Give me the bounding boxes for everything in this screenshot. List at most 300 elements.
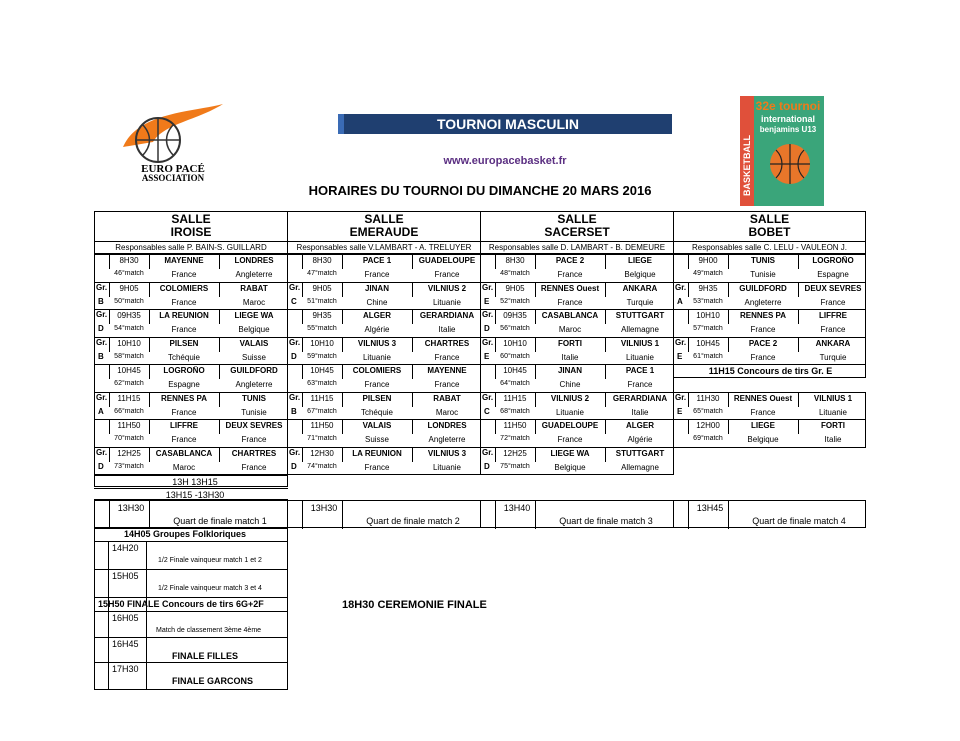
match-number: 54°match bbox=[114, 325, 144, 332]
team-2: LIEGE WA bbox=[234, 311, 274, 320]
website-url[interactable]: www.europacebasket.fr bbox=[443, 155, 567, 167]
team-2: GUILDFORD bbox=[230, 366, 278, 375]
divider bbox=[342, 255, 343, 269]
quarter-label: Quart de finale match 4 bbox=[752, 516, 846, 526]
match-time: 8H30 bbox=[312, 256, 332, 265]
match-number: 50°match bbox=[114, 297, 144, 305]
match-number: 71°match bbox=[307, 435, 337, 442]
divider bbox=[302, 501, 303, 529]
divider bbox=[342, 310, 343, 324]
match-block bbox=[287, 337, 481, 366]
divider bbox=[146, 541, 147, 690]
team-2-country: Angleterre bbox=[428, 435, 466, 444]
divider bbox=[535, 448, 536, 462]
match-time: 11H30 bbox=[696, 393, 720, 403]
divider bbox=[412, 393, 413, 407]
group-prefix: Gr. bbox=[675, 282, 687, 292]
divider bbox=[109, 338, 110, 352]
divider bbox=[798, 420, 799, 434]
divider bbox=[798, 283, 799, 297]
divider bbox=[798, 255, 799, 269]
quarter-time: 13H45 bbox=[696, 503, 724, 513]
divider bbox=[688, 420, 689, 434]
match-block bbox=[94, 254, 288, 283]
ceremony-label: 18H30 CEREMONIE FINALE bbox=[342, 599, 487, 611]
divider bbox=[535, 365, 536, 379]
divider bbox=[94, 637, 288, 638]
group-prefix: Gr. bbox=[289, 282, 301, 292]
divider bbox=[219, 255, 220, 269]
divider bbox=[798, 393, 799, 407]
divider bbox=[605, 338, 606, 352]
match-block bbox=[94, 419, 288, 448]
match-number: 46°match bbox=[114, 270, 144, 277]
team-2-country: Turquie bbox=[819, 352, 847, 362]
group-letter: D bbox=[484, 324, 490, 333]
team-2-country: Maroc bbox=[435, 407, 459, 417]
team-1: VILNIUS 2 bbox=[550, 393, 590, 403]
group-prefix: Gr. bbox=[96, 310, 108, 319]
team-2-country: Algérie bbox=[627, 435, 653, 444]
team-2-country: Suisse bbox=[241, 352, 266, 362]
hall-name: BOBET bbox=[748, 225, 791, 239]
match-block bbox=[673, 282, 866, 311]
team-2: GERARDIANA bbox=[612, 393, 668, 403]
group-letter: D bbox=[291, 351, 297, 361]
divider bbox=[109, 393, 110, 407]
divider bbox=[94, 541, 288, 542]
divider bbox=[109, 255, 110, 269]
divider bbox=[495, 365, 496, 379]
group-letter: E bbox=[484, 296, 490, 306]
match-number: 51°match bbox=[307, 297, 337, 305]
divider bbox=[728, 310, 729, 324]
group-letter: B bbox=[291, 406, 297, 416]
team-1: LA REUNION bbox=[352, 448, 402, 458]
team-1: PILSEN bbox=[362, 393, 392, 403]
team-2: LIEGE bbox=[627, 256, 652, 265]
team-1-country: France bbox=[364, 270, 390, 279]
divider bbox=[535, 420, 536, 434]
team-1-country: Maroc bbox=[558, 325, 582, 334]
match-number: 69°match bbox=[693, 435, 723, 442]
hall-responsables: Responsables salle C. LELU - VAULEON J. bbox=[674, 241, 865, 253]
lunch-row-2 bbox=[94, 488, 288, 500]
divider bbox=[109, 310, 110, 324]
group-letter: E bbox=[677, 406, 683, 416]
finale-filles-time: 16H45 bbox=[112, 639, 139, 649]
match-number: 62°match bbox=[114, 380, 144, 387]
team-2-country: Turquie bbox=[626, 297, 654, 307]
match-number: 53°match bbox=[693, 297, 723, 305]
divider bbox=[495, 501, 496, 529]
match-time: 10H45 bbox=[117, 366, 141, 375]
match-number: 55°match bbox=[307, 325, 337, 332]
team-1: RENNES Ouest bbox=[540, 283, 600, 293]
match-block bbox=[287, 419, 481, 448]
team-2-country: Belgique bbox=[624, 270, 656, 279]
divider bbox=[688, 338, 689, 352]
divider bbox=[342, 338, 343, 352]
team-2-country: Italie bbox=[631, 407, 649, 417]
match-number: 56°match bbox=[500, 325, 530, 332]
divider bbox=[495, 420, 496, 434]
team-1-country: France bbox=[557, 435, 583, 444]
match-block bbox=[287, 282, 481, 311]
divider bbox=[219, 420, 220, 434]
team-2: ANKARA bbox=[622, 283, 658, 293]
team-2: DEUX SEVRES bbox=[225, 421, 283, 430]
team-1-country: France bbox=[557, 270, 583, 279]
divider bbox=[302, 310, 303, 324]
team-1-country: Belgique bbox=[747, 435, 779, 444]
divider bbox=[109, 448, 110, 462]
divider bbox=[412, 255, 413, 269]
match-time: 9H05 bbox=[312, 283, 332, 293]
match-time: 10H45 bbox=[310, 366, 334, 375]
divider bbox=[412, 420, 413, 434]
divider bbox=[728, 283, 729, 297]
team-1: GUADELOUPE bbox=[541, 421, 599, 430]
sf2-label: 1/2 Finale vainqueur match 3 et 4 bbox=[158, 585, 262, 592]
match-number: 73°match bbox=[114, 462, 144, 470]
match-block bbox=[480, 392, 674, 421]
match-time: 11H15 bbox=[310, 393, 334, 403]
match-time: 9H35 bbox=[698, 283, 718, 293]
match-block bbox=[673, 337, 866, 366]
divider bbox=[149, 255, 150, 269]
quarter-time: 13H40 bbox=[503, 503, 531, 513]
team-1: PACE 2 bbox=[748, 338, 778, 348]
team-2-country: France bbox=[627, 380, 653, 389]
divider bbox=[219, 393, 220, 407]
team-2: TUNIS bbox=[242, 393, 266, 403]
match-number: 72°match bbox=[500, 435, 530, 442]
group-letter: E bbox=[677, 351, 683, 361]
divider bbox=[149, 501, 150, 529]
match-number: 47°match bbox=[307, 270, 337, 277]
divider bbox=[412, 448, 413, 462]
team-1: LIEGE bbox=[750, 421, 775, 430]
match-time: 11H50 bbox=[503, 421, 527, 430]
team-1-country: Italie bbox=[561, 352, 579, 362]
divider bbox=[535, 501, 536, 529]
quarter-time: 13H30 bbox=[117, 503, 145, 513]
team-1-country: France bbox=[364, 380, 390, 389]
match-time: 11H50 bbox=[310, 421, 334, 430]
group-prefix: Gr. bbox=[482, 337, 494, 347]
hall-label: SALLE bbox=[749, 212, 790, 226]
concours-final-label: 15H50 FINALE Concours de tirs 6G+2F bbox=[98, 599, 264, 609]
divider bbox=[219, 283, 220, 297]
team-1-country: Chine bbox=[559, 380, 581, 389]
hall-label: SALLE bbox=[171, 212, 211, 226]
match-block bbox=[480, 254, 674, 283]
group-letter: A bbox=[677, 296, 683, 306]
match-time: 09H35 bbox=[117, 311, 141, 320]
quarter-final-block bbox=[94, 500, 288, 528]
divider bbox=[688, 310, 689, 324]
match-block bbox=[94, 282, 288, 311]
team-2-country: France bbox=[434, 380, 460, 389]
team-2: ALGER bbox=[626, 421, 654, 430]
team-2-country: Angleterre bbox=[235, 270, 273, 279]
divider bbox=[109, 365, 110, 379]
hall-responsables: Responsables salle D. LAMBART - B. DEMEURE bbox=[481, 241, 673, 253]
quarter-final-block bbox=[480, 500, 674, 528]
divider bbox=[342, 393, 343, 407]
divider bbox=[302, 448, 303, 462]
hall-name: SACERSET bbox=[544, 225, 610, 239]
team-2-country: Belgique bbox=[238, 325, 270, 334]
divider bbox=[728, 501, 729, 529]
group-letter: B bbox=[98, 296, 104, 306]
team-2: GUADELOUPE bbox=[418, 256, 476, 265]
sf1-time: 14H20 bbox=[112, 543, 139, 553]
team-1: LIFFRE bbox=[170, 421, 198, 430]
hall-header-bobet bbox=[673, 211, 866, 254]
match-time: 10H45 bbox=[696, 338, 720, 348]
team-2: LONDRES bbox=[427, 421, 467, 430]
divider bbox=[605, 393, 606, 407]
match-time: 9H05 bbox=[505, 283, 525, 293]
group-prefix: Gr. bbox=[482, 282, 494, 292]
divider bbox=[728, 420, 729, 434]
divider bbox=[728, 255, 729, 269]
divider bbox=[495, 283, 496, 297]
classement-label: Match de classement 3ème 4ème bbox=[156, 627, 262, 634]
team-2: FORTI bbox=[821, 421, 845, 430]
match-number: 52°match bbox=[500, 297, 530, 305]
hall-name: EMERAUDE bbox=[349, 225, 419, 239]
hall-header-emeraude bbox=[287, 211, 481, 254]
divider bbox=[342, 283, 343, 297]
divider bbox=[495, 448, 496, 462]
divider bbox=[108, 541, 109, 690]
divider bbox=[94, 597, 288, 598]
group-letter: C bbox=[484, 406, 490, 416]
classement-time: 16H05 bbox=[112, 613, 139, 623]
team-1-country: Algérie bbox=[364, 325, 390, 334]
divider bbox=[302, 255, 303, 269]
team-1: LIEGE WA bbox=[550, 448, 590, 458]
divider bbox=[495, 338, 496, 352]
team-1-country: France bbox=[557, 297, 583, 307]
divider bbox=[728, 393, 729, 407]
team-2: VILNIUS 1 bbox=[813, 393, 853, 403]
hall-responsables: Responsables salle V.LAMBART - A. TRELUYER bbox=[288, 241, 480, 253]
team-2-country: France bbox=[241, 435, 267, 444]
team-1-country: Maroc bbox=[172, 462, 196, 472]
team-1-country: Chine bbox=[366, 297, 388, 307]
match-time: 9H00 bbox=[698, 256, 718, 265]
match-time: 10H45 bbox=[503, 366, 527, 375]
team-1-country: Lituanie bbox=[555, 407, 585, 417]
team-2: VILNIUS 3 bbox=[427, 448, 467, 458]
finale-filles-label: FINALE FILLES bbox=[172, 651, 238, 661]
team-2: LOGROÑO bbox=[812, 256, 854, 265]
divider bbox=[149, 310, 150, 324]
sf2-time: 15H05 bbox=[112, 571, 139, 581]
divider bbox=[605, 283, 606, 297]
team-1: LA REUNION bbox=[159, 311, 209, 320]
team-2-country: Allemagne bbox=[621, 325, 659, 334]
tournoi-international-logo bbox=[740, 96, 824, 206]
match-number: 68°match bbox=[500, 407, 530, 415]
team-2: STUTTGART bbox=[615, 311, 665, 320]
team-2: ANKARA bbox=[815, 338, 851, 348]
team-2-country: Espagne bbox=[817, 270, 849, 279]
group-letter: D bbox=[484, 461, 490, 471]
group-prefix: Gr. bbox=[289, 392, 301, 402]
match-number: 63°match bbox=[307, 380, 337, 387]
match-number: 65°match bbox=[693, 407, 723, 415]
match-time: 11H50 bbox=[117, 421, 141, 430]
match-block bbox=[94, 337, 288, 366]
divider bbox=[798, 310, 799, 324]
poster-line-1: 32e tournoi bbox=[755, 99, 821, 113]
match-number: 58°match bbox=[114, 352, 144, 360]
team-1: VALAIS bbox=[362, 421, 392, 430]
match-block bbox=[287, 254, 481, 283]
quarter-time: 13H30 bbox=[310, 503, 338, 513]
team-1: PILSEN bbox=[169, 338, 199, 348]
team-1: CASABLANCA bbox=[155, 448, 213, 458]
team-2-country: Maroc bbox=[242, 297, 266, 307]
divider bbox=[535, 255, 536, 269]
team-1-country: France bbox=[750, 352, 776, 362]
team-2-country: France bbox=[241, 462, 267, 472]
team-2: CHARTRES bbox=[231, 448, 277, 458]
divider bbox=[605, 255, 606, 269]
divider bbox=[535, 393, 536, 407]
divider bbox=[605, 420, 606, 434]
team-1-country: Belgique bbox=[554, 462, 586, 472]
lunch-time-1: 13H 13H15 bbox=[172, 477, 218, 487]
match-block bbox=[673, 309, 866, 338]
divider bbox=[302, 393, 303, 407]
match-block bbox=[480, 419, 674, 448]
team-1-country: France bbox=[171, 270, 197, 279]
divider bbox=[728, 338, 729, 352]
divider bbox=[535, 310, 536, 324]
team-1: CASABLANCA bbox=[541, 311, 599, 320]
match-time: 12H25 bbox=[117, 448, 141, 458]
team-2-country: France bbox=[820, 325, 846, 334]
team-2: GERARDIANA bbox=[419, 311, 475, 320]
match-block bbox=[480, 337, 674, 366]
match-number: 66°match bbox=[114, 407, 144, 415]
team-1: FORTI bbox=[558, 338, 582, 348]
team-1: TUNIS bbox=[751, 256, 775, 265]
team-1: VILNIUS 3 bbox=[357, 338, 397, 348]
team-2: RABAT bbox=[240, 283, 268, 293]
group-prefix: Gr. bbox=[675, 337, 687, 347]
match-number: 60°match bbox=[500, 352, 530, 360]
divider bbox=[302, 283, 303, 297]
match-block bbox=[480, 282, 674, 311]
quarter-label: Quart de finale match 3 bbox=[559, 516, 653, 526]
group-prefix: Gr. bbox=[96, 282, 108, 292]
team-1-country: France bbox=[750, 407, 776, 417]
hall-header-iroise bbox=[94, 211, 288, 254]
team-1-country: France bbox=[171, 435, 197, 444]
match-time: 9H35 bbox=[312, 311, 332, 320]
match-time: 10H10 bbox=[117, 338, 141, 348]
group-letter: C bbox=[291, 296, 297, 306]
divider bbox=[342, 420, 343, 434]
match-time: 12H30 bbox=[310, 448, 334, 458]
divider bbox=[605, 365, 606, 379]
group-letter: A bbox=[98, 406, 104, 416]
sf1-label: 1/2 Finale vainqueur match 1 et 2 bbox=[158, 557, 262, 564]
quarter-final-block bbox=[673, 500, 866, 528]
match-time: 9H05 bbox=[119, 283, 139, 293]
divider bbox=[605, 448, 606, 462]
schedule-subtitle: HORAIRES DU TOURNOI DU DIMANCHE 20 MARS 2016 bbox=[308, 183, 652, 198]
team-1-country: Tunisie bbox=[750, 270, 776, 279]
team-2: CHARTRES bbox=[424, 338, 470, 348]
match-block bbox=[673, 419, 866, 448]
group-letter: B bbox=[98, 351, 104, 361]
euro-pace-association-logo bbox=[118, 102, 228, 182]
quarter-label: Quart de finale match 2 bbox=[366, 516, 460, 526]
match-time: 12H00 bbox=[696, 421, 720, 430]
team-1-country: France bbox=[171, 325, 197, 334]
divider bbox=[412, 338, 413, 352]
match-number: 74°match bbox=[307, 462, 337, 470]
team-1: PACE 2 bbox=[555, 256, 585, 265]
team-2: DEUX SEVRES bbox=[804, 283, 862, 293]
divider bbox=[605, 310, 606, 324]
team-2: PACE 1 bbox=[625, 366, 655, 375]
divider bbox=[688, 501, 689, 529]
divider bbox=[302, 338, 303, 352]
divider bbox=[302, 420, 303, 434]
match-block bbox=[480, 364, 674, 393]
group-letter: E bbox=[484, 351, 490, 361]
group-prefix: Gr. bbox=[482, 392, 494, 402]
team-2-country: France bbox=[434, 270, 460, 279]
match-time: 10H10 bbox=[310, 338, 334, 348]
divider bbox=[149, 420, 150, 434]
group-prefix: Gr. bbox=[482, 447, 494, 457]
team-1: ALGER bbox=[363, 311, 391, 320]
lunch-row-1 bbox=[94, 475, 288, 487]
group-prefix: Gr. bbox=[96, 337, 108, 347]
match-time: 09H35 bbox=[503, 311, 527, 320]
divider bbox=[342, 501, 343, 529]
group-prefix: Gr. bbox=[96, 447, 108, 457]
match-number: 57°match bbox=[693, 325, 723, 332]
team-2-country: Lituanie bbox=[432, 297, 462, 307]
divider bbox=[149, 365, 150, 379]
folklore-label: 14H05 Groupes Folkloriques bbox=[124, 529, 247, 539]
divider bbox=[495, 255, 496, 269]
match-block bbox=[673, 254, 866, 283]
hall-header-sacerset bbox=[480, 211, 674, 254]
divider bbox=[149, 338, 150, 352]
team-2: MAYENNE bbox=[427, 366, 467, 375]
divider bbox=[412, 310, 413, 324]
match-block bbox=[94, 364, 288, 393]
team-1: GUILDFORD bbox=[739, 283, 787, 293]
team-2-country: Allemagne bbox=[621, 462, 659, 472]
team-2-country: Lituanie bbox=[432, 462, 462, 472]
match-number: 59°match bbox=[307, 352, 337, 360]
divider bbox=[94, 662, 288, 663]
team-1: RENNES PA bbox=[160, 393, 208, 403]
